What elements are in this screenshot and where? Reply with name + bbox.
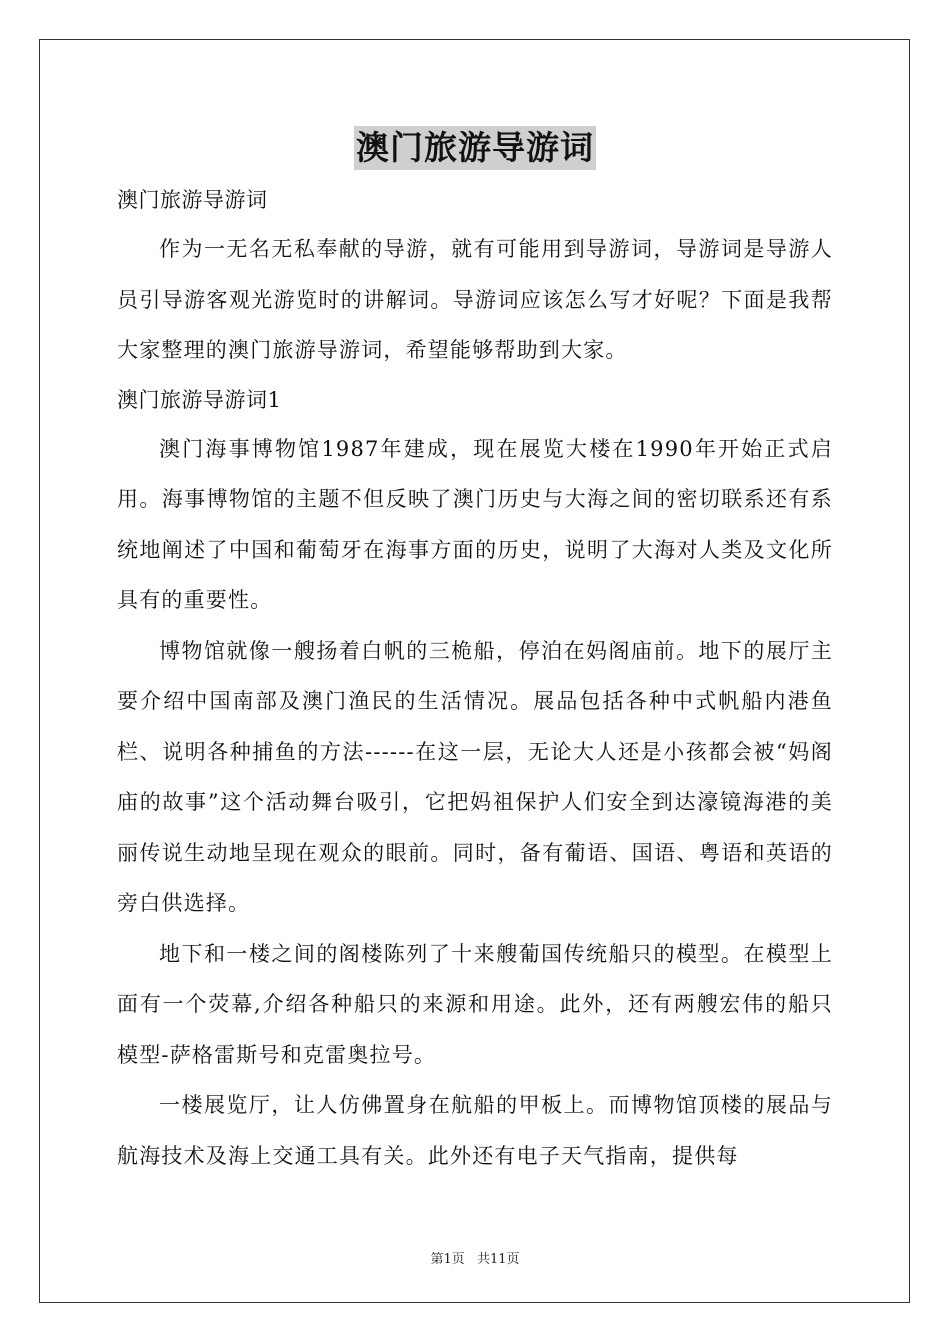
- body-paragraph-1: 澳门海事博物馆1987年建成，现在展览大楼在1990年开始正式启用。海事博物馆的主题不但反映了澳门历史与大海之间的密切联系还有系统地阐述了中国和葡萄牙在海事方面的历史，说明了大海对人类及文化所具有的重要性。: [117, 436, 833, 612]
- page-footer: [0, 1248, 950, 1267]
- page-number: 第1页: [430, 1252, 465, 1267]
- intro-paragraph: 作为一无名无私奉献的导游，就有可能用到导游词，导游词是导游人员引导游客观光游览时的讲解词。导游词应该怎么写才好呢？下面是我帮大家整理的澳门旅游导游词，希望能够帮助到大家。: [117, 237, 833, 362]
- body-paragraph-3: 地下和一楼之间的阁楼陈列了十来艘葡国传统船只的模型。在模型上面有一个荧幕,介绍各种船只的来源和用途。此外，还有两艘宏伟的船只模型-萨格雷斯号和克雷奥拉号。: [117, 941, 833, 1067]
- document-title: 澳门旅游导游词: [354, 126, 596, 170]
- title-wrap: [0, 126, 950, 170]
- section-heading: 澳门旅游导游词1: [117, 387, 282, 412]
- document-subtitle: 澳门旅游导游词: [117, 188, 268, 212]
- body-paragraph-2: 博物馆就像一艘扬着白帆的三桅船，停泊在妈阁庙前。地下的展厅主要介绍中国南部及澳门渔民的生活情况。展品包括各种中式帆船内港鱼栏、说明各种捕鱼的方法------在这一层，无论大人还是小孩都会被“妈阁庙的故事”这个活动舞台吸引，它把妈祖保护人们安全到达濠镜海港的美丽传说生动地呈现在观众的眼前。同时，备有葡语、国语、粤语和英语的旁白供选择。: [117, 638, 833, 915]
- body-paragraph-4: 一楼展览厅，让人仿佛置身在航船的甲板上。而博物馆顶楼的展品与航海技术及海上交通工具有关。此外还有电子天气指南，提供每: [117, 1093, 833, 1168]
- document-body: [117, 176, 833, 1181]
- page-total: 共11页: [476, 1252, 520, 1267]
